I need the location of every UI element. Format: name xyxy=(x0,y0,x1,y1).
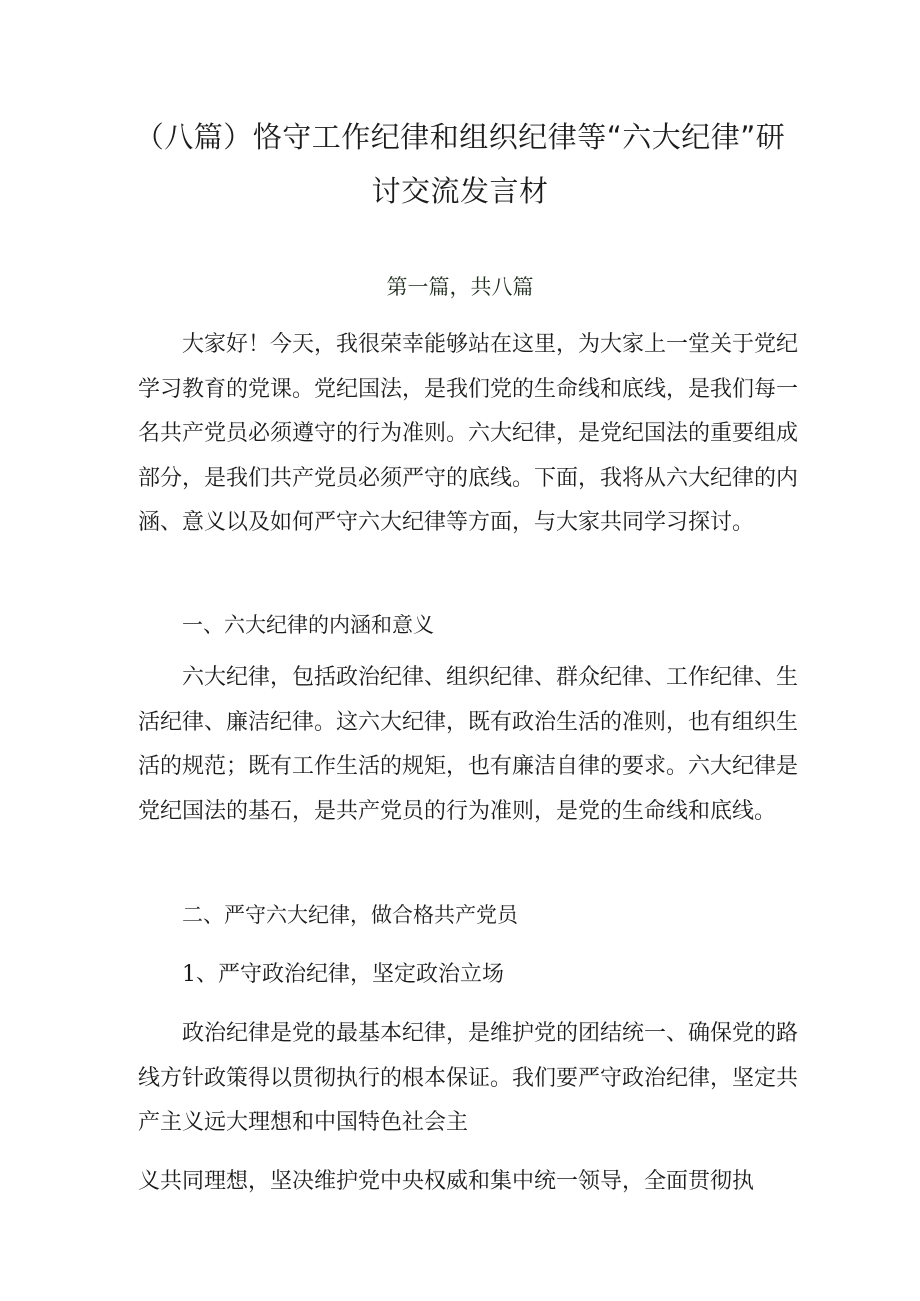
document-title: （八篇）恪守工作纪律和组织纪律等“六大纪律”研讨交流发言材 xyxy=(134,120,786,208)
section2-subheading: 1、严守政治纪律，坚定政治立场 xyxy=(182,962,504,987)
section2-paragraph: 政治纪律是党的最基本纪律，是维护党的团结统一、确保党的路线方针政策得以贯彻执行的根本保证。我们要严守政治纪律，坚定共产主义远大理想和中国特色社会主 xyxy=(138,1021,799,1136)
section1-heading: 一、六大纪律的内涵和意义 xyxy=(182,613,434,637)
document-subtitle: 第一篇，共八篇 xyxy=(386,275,534,299)
section2-heading: 二、严守六大纪律，做合格共产党员 xyxy=(182,903,518,927)
intro-paragraph: 大家好！今天，我很荣幸能够站在这里，为大家上一堂关于党纪学习教育的党课。党纪国法，是我们党的生命线和底线，是我们每一名共产党员必须遵守的行为准则。六大纪律，是党纪国法的重要组成部分，是我们共产党员必须严守的底线。下面，我将从六大纪律的内涵、意义以及如何严守六大纪律等方面，与大家共同学习探讨。 xyxy=(138,332,799,536)
continuation-paragraph: 义共同理想，坚决维护党中央权威和集中统一领导，全面贯彻执 xyxy=(138,1169,755,1194)
section1-paragraph: 六大纪律，包括政治纪律、组织纪律、群众纪律、工作纪律、生活纪律、廉洁纪律。这六大纪律，既有政治生活的准则，也有组织生活的规范；既有工作生活的规矩，也有廉洁自律的要求。六大纪律是党纪国法的基石，是共产党员的行为准则，是党的生命线和底线。 xyxy=(138,665,799,824)
